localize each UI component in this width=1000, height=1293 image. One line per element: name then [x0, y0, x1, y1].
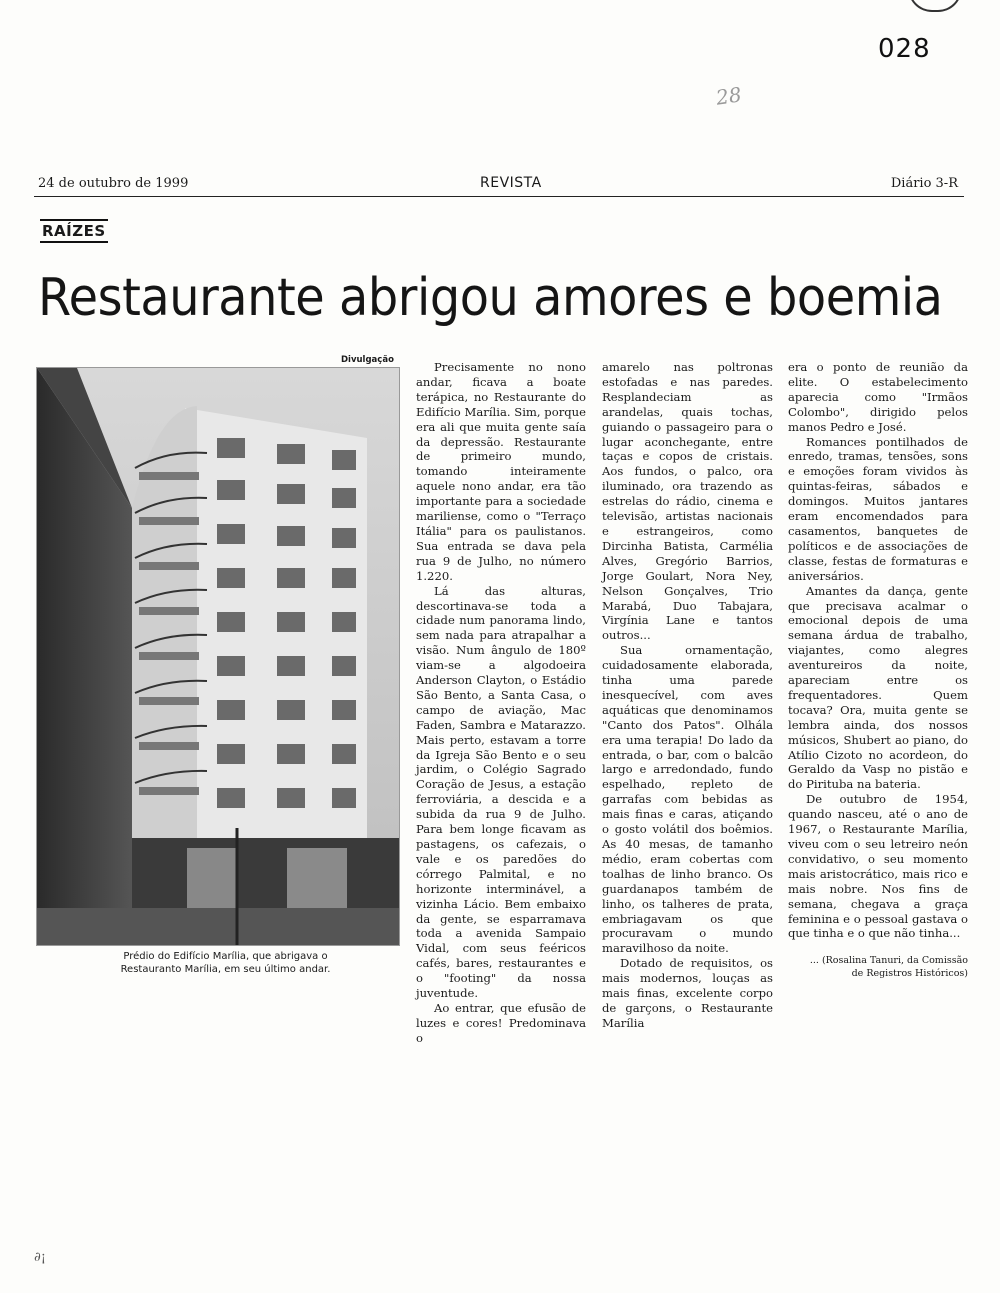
page-circle-mark	[908, 0, 962, 12]
paragraph: Sua ornamentação, cuidadosamente elaborada, tinha uma parede inesquecível, com aves aquáticas que denominamos "Canto dos Patos". Olhála era uma terapia! Do lado da entrada, o bar, com o balcão largo e arredondado, fundo espelhado, repleto de garrafas com bebidas as mais finas e caras, atiçando o gosto volátil dos boêmios. As 40 mesas, de tamanho médio, eram cobertas com toalhas de linho branco. Os guardanapos também de linho, os talheres de prata, embriagavam os que procuravam o mundo maravilhoso da noite.	[602, 643, 773, 956]
building-illustration	[37, 368, 399, 945]
paragraph: De outubro de 1954, quando nasceu, até o ano de 1967, o Restaurante Marília, viveu com o seu letreiro neón convidativo, o seu momento mais aristocrático, mais rico e mais nobre. Nos fins de semana, chegava a graça feminina e o pessoal gastava o que tinha e o que não tinha...	[788, 792, 968, 941]
article-headline: Restaurante abrigou amores e boemia	[38, 268, 943, 328]
paragraph: amarelo nas poltronas estofadas e nas paredes. Resplandeciam as arandelas, quais tochas, guiando o passageiro para o lugar aconchegante, entre taças e copos de cristais. Aos fundos, o palco, ora iluminado, ora trazendo as estrelas do rádio, cinema e televisão, artistas nacionais e estrangeiros, como Dircinha Batista, Carmélia Alves, Gregório Barrios, Jorge Goulart, Nora Ney, Nelson Gonçalves, Trio Marabá, Duo Tabajara, Virgínia Lane e tantos outros...	[602, 360, 773, 643]
paragraph: Amantes da dança, gente que precisava acalmar o emocional depois de uma semana árdua de trabalho, viajantes, como alegres aventureiros da noite, apareciam entre os frequentadores. Quem tocava? Ora, muita gente se lembra ainda, dos nossos músicos, Shubert ao piano, do Atílio Cizoto no acordeon, do Geraldo da Vasp no pistão e do Pirituba na bateria.	[788, 583, 968, 792]
paragraph: Lá das alturas, descortinava-se toda a cidade num panorama lindo, sem nada para atrapalhar a visão. Num ângulo de 180º viam-se a algodoeira Anderson Clayton, o Estádio São Bento, a Santa Casa, o campo de aviação, Mac Faden, Sambra e Matarazzo. Mais perto, estavam a torre da Igreja São Bento e o seu jardim, o Colégio Sagrado Coração de Jesus, a estação ferroviária, a descida e a subida da rua 9 de Julho. Para bem longe ficavam as pastagens, os cafezais, o vale e os paredões do córrego Palmital, e no horizonte interminável, a vizinha Lácio. Bem embaixo da gente, se esparramava toda a avenida Sampaio Vidal, com seus feéricos cafés, bares, restaurantes e o "footing" da nossa juventude.	[416, 583, 586, 1001]
paragraph: Dotado de requisitos, os mais modernos, louças as mais finas, excelente corpo de garçons, o Restaurante Marília	[602, 956, 773, 1030]
article-column-1	[416, 360, 586, 1046]
paragraph: era o ponto de reunião da elite. O estabelecimento aparecia como "Irmãos Colombo", dirigido pelos manos Pedro e José.	[788, 360, 968, 434]
article-column-3	[788, 360, 968, 941]
corner-mark: ∂¡	[34, 1250, 46, 1265]
header-section: REVISTA	[480, 175, 542, 191]
section-rubric: RAÍZES	[40, 219, 108, 243]
header-edition: Diário 3-R	[890, 176, 958, 191]
photo-caption: Prédio do Edifício Marília, que abrigava o Restauranto Marília, em seu último andar.	[120, 951, 331, 975]
paragraph: Romances pontilhados de enredo, tramas, tensões, sons e emoções foram vividos às quintas-feiras, sábados e domingos. Muitos jantares eram encomendados para casamentos, banquetes de políticos e de associações de classe, festas de formaturas e aniversários.	[788, 434, 968, 583]
paragraph: Precisamente no nono andar, ficava a boate terápica, no Restaurante do Edifício Marília. Sim, porque era ali que muita gente saía da depressão. Restaurante de primeiro mundo, tomando inteiramente aquele nono andar, era tão importante para a sociedade mariliense, como o "Terraço Itália" para os paulistanos. Sua entrada se dava pela rua 9 de Julho, no número 1.220.	[416, 360, 586, 583]
header-date: 24 de outubro de 1999	[38, 176, 189, 191]
article-column-2	[602, 360, 773, 1031]
photo-credit: Divulgação	[341, 355, 394, 365]
newspaper-header	[34, 174, 964, 197]
page-number: 028	[878, 34, 931, 64]
paragraph: Ao entrar, que efusão de luzes e cores! Predominava o	[416, 1000, 586, 1045]
building-photo	[36, 367, 400, 946]
pencil-annotation: 28	[714, 82, 743, 110]
author-signature: ... (Rosalina Tanuri, da Comissão de Registros Históricos)	[809, 955, 968, 979]
